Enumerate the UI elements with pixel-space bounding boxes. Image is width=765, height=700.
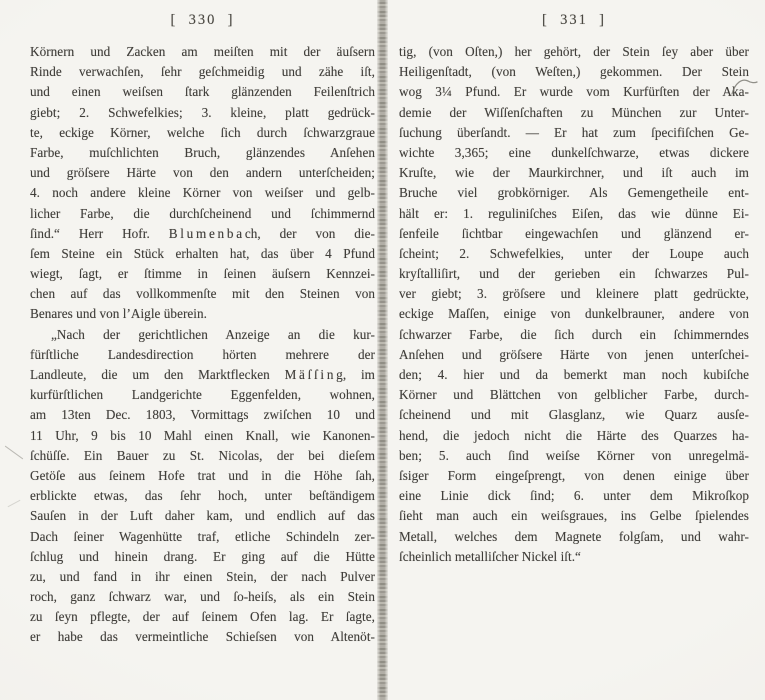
right-page-text [399,42,749,567]
text-line: ſchlug und hinein drang. Er ging auf die Hütte [30,548,375,564]
text-line: am 13ten Dec. 1803, Vormittags zwiſchen 10 und [30,407,375,423]
text-line: „Nach der gerichtlichen Anzeige an die kur- [51,326,375,342]
text-line: ſem Steine ein Stück erhalten hat, das über 4 Pfund [30,245,375,261]
text-line: und einen weiſsen ſtark glänzenden Feilenſtrich [30,84,375,100]
text-line: ſenfeile ſichtbar eingewachſen und glänzend er- [399,225,749,241]
text-line: Körner und Blättchen von gelblicher Farbe, durch- [399,387,749,403]
text-line: Sauſen in der Luft daher kam, und endlich auf das [30,508,375,524]
text-line: ſcheinend und mit Glasglanz, wie Quarz ausſe- [399,407,749,423]
text-line: Kruſte, wie der Maurkirchner, und iſt auch im [399,165,749,181]
text-line: demie der Wiſſenſchaften zu München zur Unter- [399,104,749,120]
text-line: ſchüſſe. Ein Bauer zu St. Nicolas, der bei dieſem [30,447,375,463]
text-line: ſieht man auch ein weiſsgraues, ins Gelbe ſpielendes [399,508,749,524]
text-line: 4. noch andere kleine Körner von weiſser und gelb- [30,185,375,201]
text-line: zu, und fand in ihr einen Stein, der nach Pulver [30,568,375,584]
text-line: wichte 3,365; eine dunkelſchwarze, etwas dickere [399,144,749,160]
text-line: er habe das vermeintliche Schieſsen von Altenöt- [30,629,375,645]
text-line: Dach ſeiner Wagenhütte traf, etliche Schindeln zer- [30,528,375,544]
left-page-number: [ 330 ] [170,12,235,28]
text-line: chen auf das vollkommenſte mit den Steinen von [30,286,375,302]
text-line: ſsiger Form eingeſprengt, von denen einige über [399,467,749,483]
text-line: kryſtalliſirt, und der gerieben ein ſchwarzes Pul- [399,266,749,282]
text-line: erblickte etwas, das ſehr hoch, unter beſtändigem [30,488,375,504]
left-page [30,12,375,648]
text-line: licher Farbe, die durchſcheinend und ſchimmernd [30,205,375,221]
text-line: ſuchung überſandt. — Er hat zum ſpecifiſchen Ge- [399,124,749,140]
text-line: ſchwarzer Farbe, die ſich durch ein ſchimmerndes [399,326,749,342]
text-line: Farbe, muſchlichten Bruch, glänzendes Anſehen [30,144,375,160]
text-line: roch, ganz ſchwarz war, und ſo-heiſs, als ein Stein [30,589,375,605]
left-page-text [30,42,375,648]
text-line: wog 3¼ Pfund. Er wurde vom Kurfürſten der Aka- [399,84,749,100]
text-line: giebt; 2. Schwefelkies; 3. kleine, platt gedrück- [30,104,375,120]
text-line: kurfürſtlichen Landgerichte Eggenfelden, wohnen, [30,387,375,403]
scan-artifact [8,500,21,507]
text-line: Getöſe aus ſeinem Hofe trat und in die Höhe ſah, [30,467,375,483]
text-line: 11 Uhr, 9 bis 10 Mahl einen Knall, wie Kanonen- [30,427,375,443]
text-line: und gröſsere Härte von den andern unterſcheiden; [30,165,375,181]
text-line: ben; 5. auch ſind weiſse Körner von unregelmä- [399,447,749,463]
text-line: Heiligenſtadt, (von Weſten,) gekommen. Der Stein [399,64,749,80]
text-line: Anſehen und gröſsere Härte von jenen unterſchei- [399,346,749,362]
text-line: den; 4. hier und da bemerkt man noch kubiſche [399,367,749,382]
text-line: Metall, welches dem Magnete folgſam, und wahr- [399,528,749,544]
text-line: ſcheint; 2. Schwefelkies, unter der Loupe auch [399,245,749,261]
text-line: Landleute, die um den Marktflecken M ä ſ ſ i n g, im [30,367,375,382]
text-line: Benares und von l’Aigle überein. [30,306,208,322]
margin-pen-mark [729,74,759,98]
text-line: eckige Maſſen, einige von dunkelbrauner, andere von [399,306,749,322]
text-line: ſcheinlich metalliſcher Nickel iſt.“ [399,548,581,564]
text-line: ver giebt; 3. gröſsere und kleinere platt gedrückte, [399,286,749,302]
scan-artifact [5,446,23,460]
text-line: fürſtliche Landesdirection hörten mehrere der [30,346,375,362]
page-gutter-shadow [377,0,388,700]
text-line: eine Linie dick ſind; 6. unter dem Mikroſkop [399,488,749,504]
text-line: te, eckige Körner, welche ſich durch ſchwarzgraue [30,124,375,140]
right-page-number: [ 331 ] [542,12,606,28]
text-line: Körnern und Zacken am meiſten mit der äuſsern [30,44,375,59]
text-line: tig, (von Oſten,) her gehört, der Stein ſey aber über [399,44,749,59]
text-line: ſind.“ Herr Hofr. B l u m e n b a ch, der von die- [30,225,375,241]
text-line: zu ſeyn pflegte, der auf ſeinem Ofen lag. Er ſagte, [30,609,375,625]
right-page [399,12,749,567]
text-line: hält er: 1. reguliniſches Eiſen, das wie dünne Ei- [399,205,749,221]
text-line: Bruche viel grobkörniger. Als Gemengetheile ent- [399,185,749,201]
text-line: Rinde verwachſen, ſehr geſchmeidig und zähe iſt, [30,64,375,80]
text-line: wiegt, ſagt, er ſtimme in ſeinen äuſsern Kennzei- [30,266,375,282]
text-line: hend, die jedoch nicht die Härte des Quarzes ha- [399,427,749,443]
